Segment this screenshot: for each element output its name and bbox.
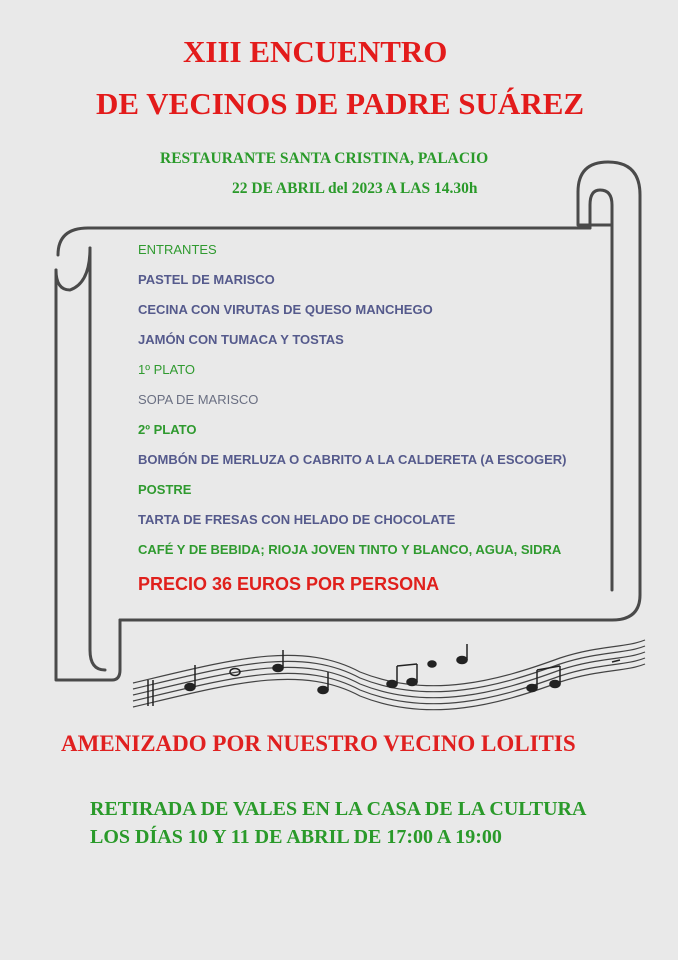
- price-text: PRECIO 36 EUROS POR PERSONA: [138, 574, 440, 594]
- second-course-heading: 2º PLATO: [138, 422, 197, 437]
- second-course-item: BOMBÓN DE MERLUZA O CABRITO A LA CALDERETA (A ESCOGER): [138, 452, 567, 467]
- entertainment-text: AMENIZADO POR NUESTRO VECINO LOLITIS: [61, 731, 576, 756]
- vouchers-line-1: RETIRADA DE VALES EN LA CASA DE LA CULTURA: [90, 798, 587, 820]
- drinks-text: CAFÉ Y DE BEBIDA; RIOJA JOVEN TINTO Y BLANCO, AGUA, SIDRA: [138, 542, 562, 557]
- starter-item-1: PASTEL DE MARISCO: [138, 272, 275, 287]
- dessert-heading: POSTRE: [138, 482, 192, 497]
- date-text: 22 DE ABRIL del 2023 A LAS 14.30h: [232, 180, 478, 197]
- first-course-heading: 1º PLATO: [138, 362, 196, 377]
- vouchers-line-2: LOS DÍAS 10 Y 11 DE ABRIL DE 17:00 A 19:00: [90, 826, 502, 848]
- venue-text: RESTAURANTE SANTA CRISTINA, PALACIO: [160, 150, 489, 167]
- music-staff-icon: [133, 640, 645, 710]
- dessert-item: TARTA DE FRESAS CON HELADO DE CHOCOLATE: [138, 512, 456, 527]
- starters-heading: ENTRANTES: [138, 242, 217, 257]
- title-line-1: XIII ENCUENTRO: [183, 34, 448, 69]
- first-course-item: SOPA DE MARISCO: [138, 392, 259, 407]
- title-line-2: DE VECINOS DE PADRE SUÁREZ: [96, 86, 585, 121]
- starter-item-2: CECINA CON VIRUTAS DE QUESO MANCHEGO: [138, 302, 433, 317]
- starter-item-3: JAMÓN CON TUMACA Y TOSTAS: [138, 332, 344, 347]
